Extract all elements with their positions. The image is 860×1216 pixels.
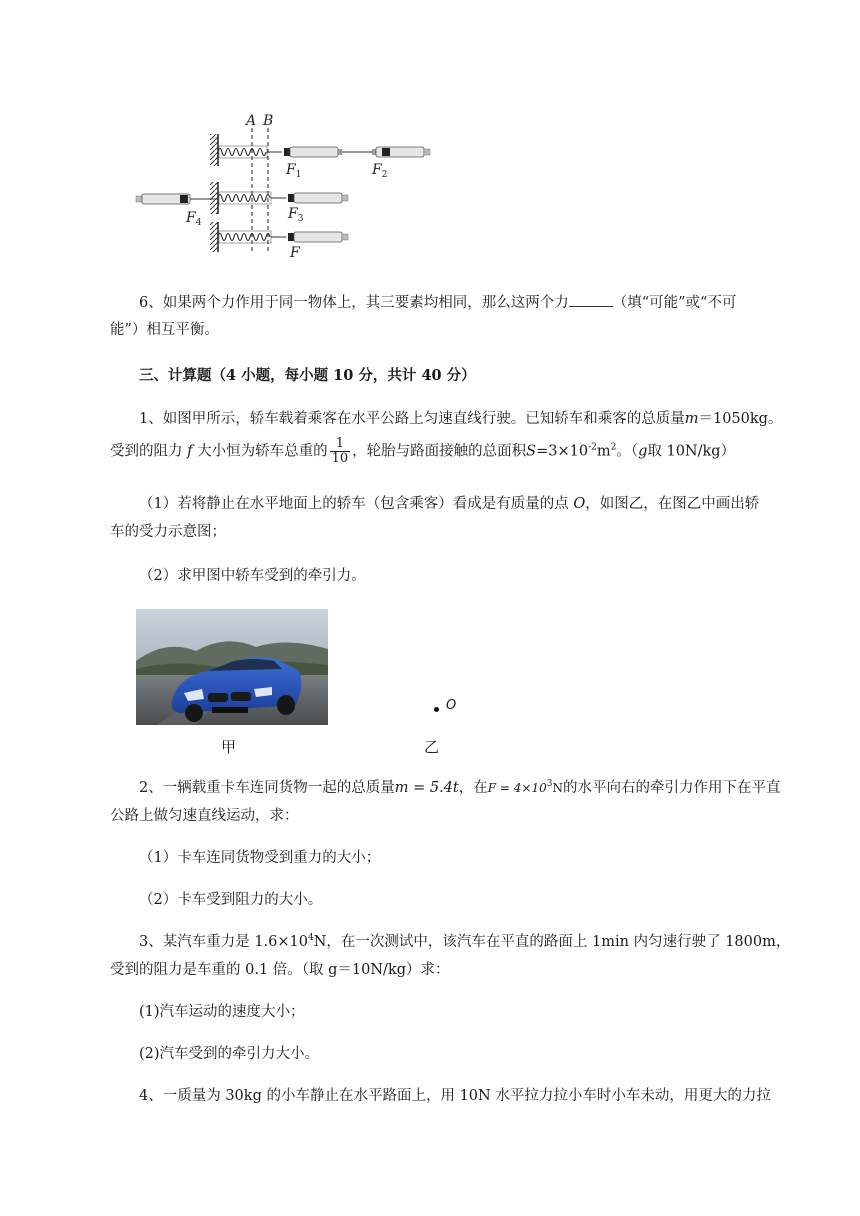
answer-blank[interactable]	[569, 292, 613, 307]
spring-balance-diagram	[0, 0, 860, 270]
label-B: B	[263, 113, 274, 129]
calc-3-sub2: (2)汽车受到的牵引力大小。	[139, 1046, 320, 1062]
question-6: 6、如果两个力作用于同一物体上，其三要素均相同，那么这两个力 （填“可能”或“不可	[110, 292, 810, 313]
calc-1-line1: 1、如图甲所示，轿车载着乘客在水平公路上匀速直线行驶。已知轿车和乘客的总质量m＝1050kg。	[139, 411, 783, 427]
calc-2-line2: 公路上做匀速直线运动，求：	[110, 808, 299, 824]
spring-scale-F2	[372, 147, 430, 157]
label-A: A	[246, 113, 257, 129]
spring-scale-F3	[271, 193, 348, 203]
caption-yi: 乙	[424, 738, 440, 756]
calc-3-line2: 受到的阻力是车重的 0.1 倍。（取 g＝10N/kg）求：	[110, 962, 450, 978]
label-F4: $F_4$	[186, 210, 202, 228]
spring-scale-F1	[267, 147, 342, 157]
calc-1-sub1: （1）若将静止在水平地面上的轿车（包含乘客）看成是有质量的点 O，如图乙，在图乙中画出轿	[139, 496, 760, 512]
fraction-one-tenth: $\frac{1}{10}$	[331, 436, 349, 466]
spring-1	[218, 146, 267, 158]
label-F2: $F_2$	[372, 162, 388, 180]
calc-4-line1: 4、一质量为 30kg 的小车静止在水平路面上，用 10N 水平拉力拉小车时小车未动，用更大的力拉	[139, 1088, 771, 1104]
spring-3	[218, 231, 271, 243]
calc-3-line1: 3、某汽车重力是 $1.6\times 10^4N$，在一次测试中，该汽车在平直的路面上 1min 内匀速行驶了 1800m，	[139, 933, 791, 950]
label-F3: $F_3$	[288, 206, 304, 224]
caption-jia: 甲	[221, 738, 237, 756]
label-F: F	[290, 245, 300, 261]
calc-3-sub1: (1)汽车运动的速度大小；	[139, 1004, 305, 1020]
spring-2	[218, 192, 271, 204]
calc-2-line1: 2、一辆载重卡车连同货物一起的总质量m = 5.4t，在$F = 4\times 10^3N$的水平向右的牵引力作用下在平直	[139, 779, 781, 796]
point-O-dot	[434, 707, 439, 712]
calc-2-sub1: （1）卡车连同货物受到重力的大小；	[139, 850, 381, 866]
wall-hatch	[210, 134, 218, 252]
section-3-title: 三、计算题（4 小题，每小题 10 分，共计 40 分）	[139, 367, 476, 384]
car-photo	[136, 609, 328, 725]
calc-1-sub2: （2）求甲图中轿车受到的牵引力。	[139, 568, 366, 584]
calc-2-sub2: （2）卡车受到阻力的大小。	[139, 892, 323, 908]
spring-scale-F	[271, 232, 348, 242]
calc-1-sub1-cont: 车的受力示意图；	[110, 524, 226, 540]
point-O-label: O	[446, 698, 457, 713]
label-F1: $F_1$	[286, 162, 302, 180]
question-6-cont: 能”）相互平衡。	[110, 322, 219, 338]
spring-scale-F4	[136, 194, 218, 204]
calc-1-line2: 受到的阻力 f 大小恒为轿车总重的 $\frac{1}{10}$ ，轮胎与路面接触的总面积$S=3\times 10^{-2}m^2$。（g取 10N/kg）	[110, 436, 736, 466]
